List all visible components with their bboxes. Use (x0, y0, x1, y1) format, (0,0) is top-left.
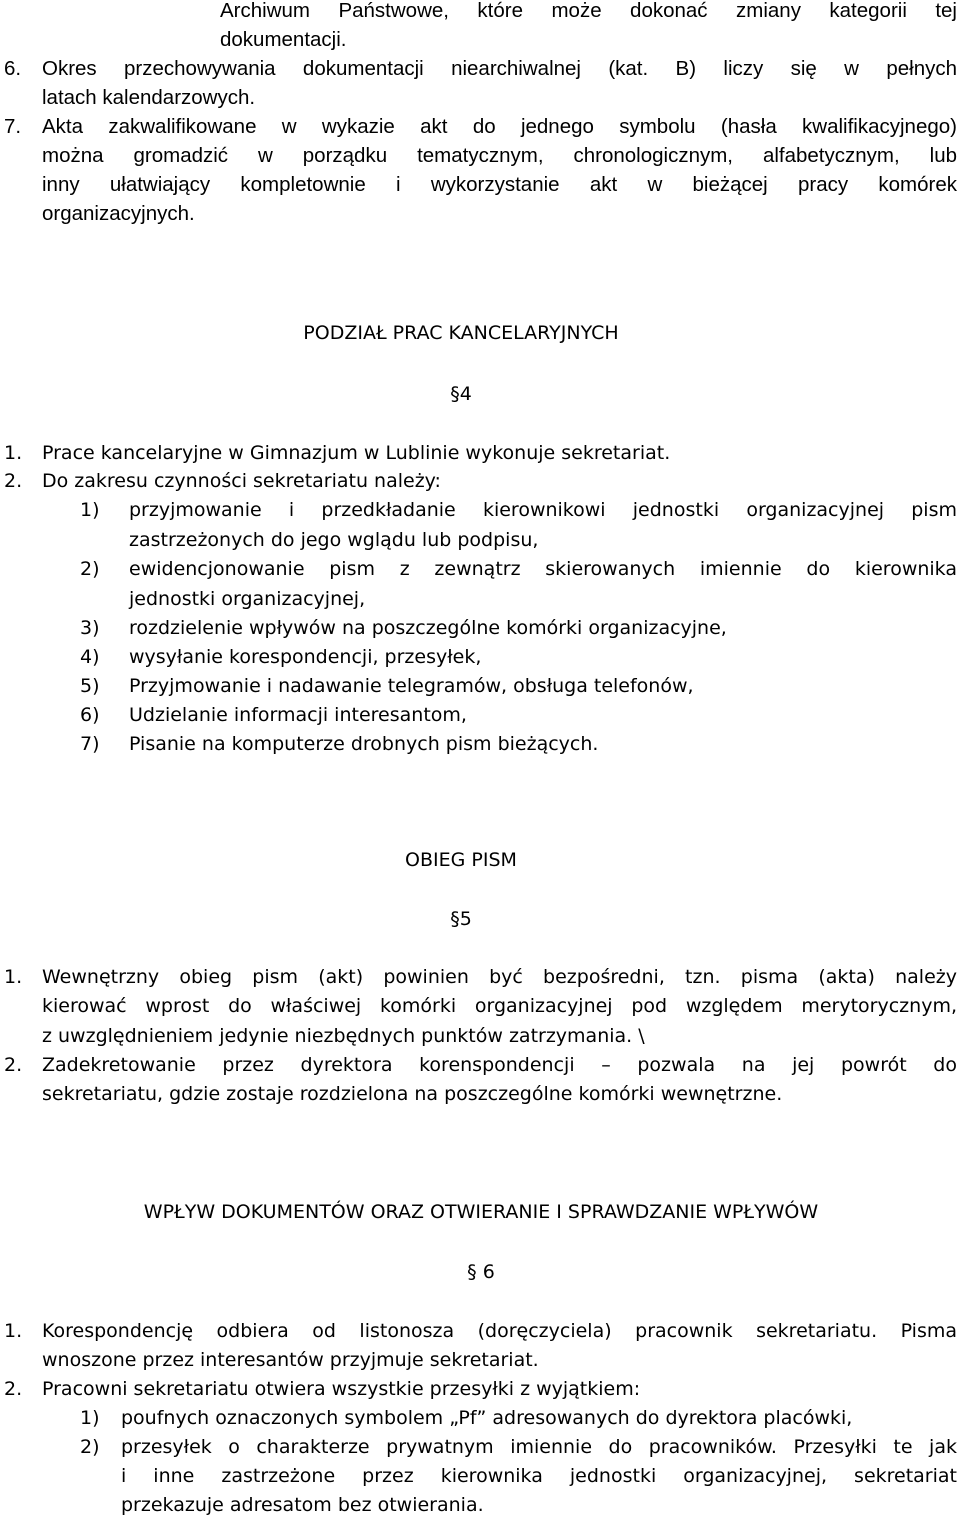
paragraph-line: inny ułatwiający kompletownie i wykorzystanie akt w bieżącej pracy komórek (42, 173, 957, 196)
paragraph-line: jednostki organizacyjnej, (129, 588, 366, 610)
paragraph-line: i inne zastrzeżone przez kierownika jednostki organizacyjnej, sekretariat (121, 1465, 957, 1487)
paragraph-line: zastrzeżonych do jego wglądu lub podpisu, (129, 529, 539, 551)
paragraph-line: Archiwum Państwowe, które może dokonać zmiany kategorii tej (220, 0, 957, 22)
sub-list-number: 2) (80, 1436, 100, 1458)
paragraph-line: wysyłanie korespondencji, przesyłek, (129, 646, 482, 668)
paragraph-line: kierować wprost do właściwej komórki organizacyjnej pod względem merytorycznym, (42, 995, 957, 1017)
paragraph-line: poufnych oznaczonych symbolem „Pf” adresowanych do dyrektora placówki, (121, 1407, 853, 1429)
sub-list-number: 6) (80, 704, 100, 726)
paragraph-line: Pisanie na komputerze drobnych pism bieżących. (129, 733, 599, 755)
paragraph-line: Do zakresu czynności sekretariatu należy: (42, 470, 441, 492)
list-number: 7. (4, 115, 22, 138)
list-number: 1. (4, 966, 23, 988)
section-title: PODZIAŁ PRAC KANCELARYJNYCH (303, 322, 619, 344)
paragraph-line: Zadekretowanie przez dyrektora korenspondencji – pozwala na jej powrót do (42, 1054, 957, 1076)
sub-list-number: 5) (80, 675, 100, 697)
paragraph-line: przekazuje adresatom bez otwierania. (121, 1494, 484, 1516)
paragraph-symbol: §4 (450, 383, 472, 405)
paragraph-line: Wewnętrzny obieg pism (akt) powinien być bezpośredni, tzn. pisma (akta) należy (42, 966, 957, 988)
list-number: 1. (4, 1320, 23, 1342)
paragraph-line: latach kalendarzowych. (42, 86, 256, 109)
list-number: 6. (4, 57, 22, 80)
sub-list-number: 1) (80, 499, 100, 521)
paragraph-symbol: §5 (450, 908, 472, 930)
paragraph-line: dokumentacji. (220, 28, 347, 51)
sub-list-number: 4) (80, 646, 100, 668)
sub-list-number: 1) (80, 1407, 100, 1429)
paragraph-line: przesyłek o charakterze prywatnym imiennie do pracowników. Przesyłki te jak (121, 1436, 957, 1458)
paragraph-line: Prace kancelaryjne w Gimnazjum w Lublinie wykonuje sekretariat. (42, 442, 671, 464)
list-number: 2. (4, 470, 23, 492)
sub-list-number: 7) (80, 733, 100, 755)
section-title: OBIEG PISM (405, 849, 517, 871)
paragraph-line: przyjmowanie i przedkładanie kierownikowi jednostki organizacyjnej pism (129, 499, 957, 521)
sub-list-number: 2) (80, 558, 100, 580)
paragraph-line: Przyjmowanie i nadawanie telegramów, obsługa telefonów, (129, 675, 694, 697)
sub-list-number: 3) (80, 617, 100, 639)
paragraph-line: ewidencjonowanie pism z zewnątrz skierowanych imiennie do kierownika (129, 558, 957, 580)
paragraph-line: organizacyjnych. (42, 202, 195, 225)
paragraph-line: można gromadzić w porządku tematycznym, chronologicznym, alfabetycznym, lub (42, 144, 957, 167)
paragraph-line: wnoszone przez interesantów przyjmuje sekretariat. (42, 1349, 539, 1371)
paragraph-symbol: § 6 (467, 1261, 495, 1283)
paragraph-line: sekretariatu, gdzie zostaje rozdzielona na poszczególne komórki wewnętrzne. (42, 1083, 783, 1105)
list-number: 1. (4, 442, 23, 464)
paragraph-line: Pracowni sekretariatu otwiera wszystkie przesyłki z wyjątkiem: (42, 1378, 641, 1400)
paragraph-line: rozdzielenie wpływów na poszczególne komórki organizacyjne, (129, 617, 727, 639)
list-number: 2. (4, 1378, 23, 1400)
paragraph-line: Korespondencję odbiera od listonosza (doręczyciela) pracownik sekretariatu. Pisma (42, 1320, 957, 1342)
paragraph-line: z uwzględnieniem jedynie niezbędnych punktów zatrzymania. \ (42, 1025, 645, 1047)
list-number: 2. (4, 1054, 23, 1076)
section-title: WPŁYW DOKUMENTÓW ORAZ OTWIERANIE I SPRAWDZANIE WPŁYWÓW (143, 1201, 819, 1223)
paragraph-line: Okres przechowywania dokumentacji niearchiwalnej (kat. B) liczy się w pełnych (42, 57, 957, 80)
paragraph-line: Udzielanie informacji interesantom, (129, 704, 467, 726)
paragraph-line: Akta zakwalifikowane w wykazie akt do jednego symbolu (hasła kwalifikacyjnego) (42, 115, 957, 138)
